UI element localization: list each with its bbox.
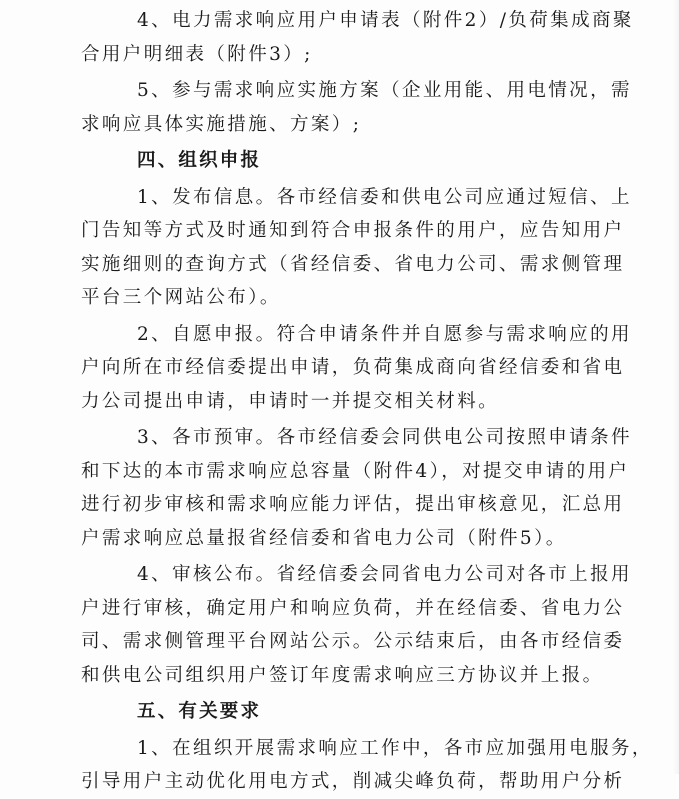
text-line: 力公司提出申请，申请时一并提交相关材料。	[81, 390, 500, 412]
heading-text: 四、组织申报	[137, 150, 262, 171]
text-line: 进行初步审核和需求响应能力评估，提出审核意见，汇总用	[81, 494, 625, 515]
text-line: 5、参与需求响应实施方案（企业用能、用电情况，需	[137, 80, 632, 101]
text-line: 司、需求侧管理平台网站公示。公示结束后，由各市经信委	[81, 631, 625, 652]
text-line: 引导用户主动优化用电方式，削减尖峰负荷，帮助用户分析	[81, 771, 625, 792]
text-line: 实施细则的查询方式（省经信委、省电力公司、需求侧管理	[81, 253, 625, 275]
text-line: 平台三个网站公布）。	[81, 287, 281, 308]
text-line: 户进行审核，确定用户和响应负荷，并在经信委、省电力公	[81, 597, 625, 619]
section-heading	[81, 144, 599, 178]
text-line: 户向所在市经信委提出申请，负荷集成商向省经信委和省电	[81, 357, 625, 378]
text-line: 1、在组织开展需求响应工作中，各市应加强用电服务，	[137, 737, 653, 759]
paragraph	[81, 318, 632, 419]
document-body	[81, 4, 653, 799]
text-line: 和下达的本市需求响应总容量（附件4），对提交申请的用户	[81, 460, 630, 482]
text-line: 4、电力需求响应用户申请表（附件2）/负荷集成商聚	[137, 10, 634, 31]
section-heading	[81, 695, 599, 729]
paragraph	[81, 4, 634, 71]
heading-text: 五、有关要求	[137, 701, 262, 722]
text-line: 户需求响应总量报省经信委和省电力公司（附件5）。	[81, 527, 567, 549]
text-line: 2、自愿申报。符合申请条件并自愿参与需求响应的用	[137, 323, 632, 345]
text-line: 求响应具体实施措施、方案）;	[81, 113, 362, 135]
paragraph	[81, 558, 632, 692]
text-line: 和供电公司组织用户签订年度需求响应三方协议并上报。	[81, 664, 604, 686]
paragraph	[81, 421, 632, 555]
paragraph	[81, 181, 632, 315]
text-line: 1、发布信息。各市经信委和供电公司应通过短信、上	[137, 186, 632, 208]
text-line: 4、审核公布。省经信委会同省电力公司对各市上报用	[137, 564, 632, 585]
paragraph	[81, 74, 632, 141]
text-line: 门告知等方式及时通知到符合申报条件的用户，应告知用户	[81, 220, 625, 241]
text-line: 合用户明细表（附件3）;	[81, 43, 313, 65]
page-edge-shadow	[673, 0, 679, 774]
text-line: 3、各市预审。各市经信委会同供电公司按照申请条件	[137, 427, 632, 448]
paragraph	[81, 732, 653, 799]
